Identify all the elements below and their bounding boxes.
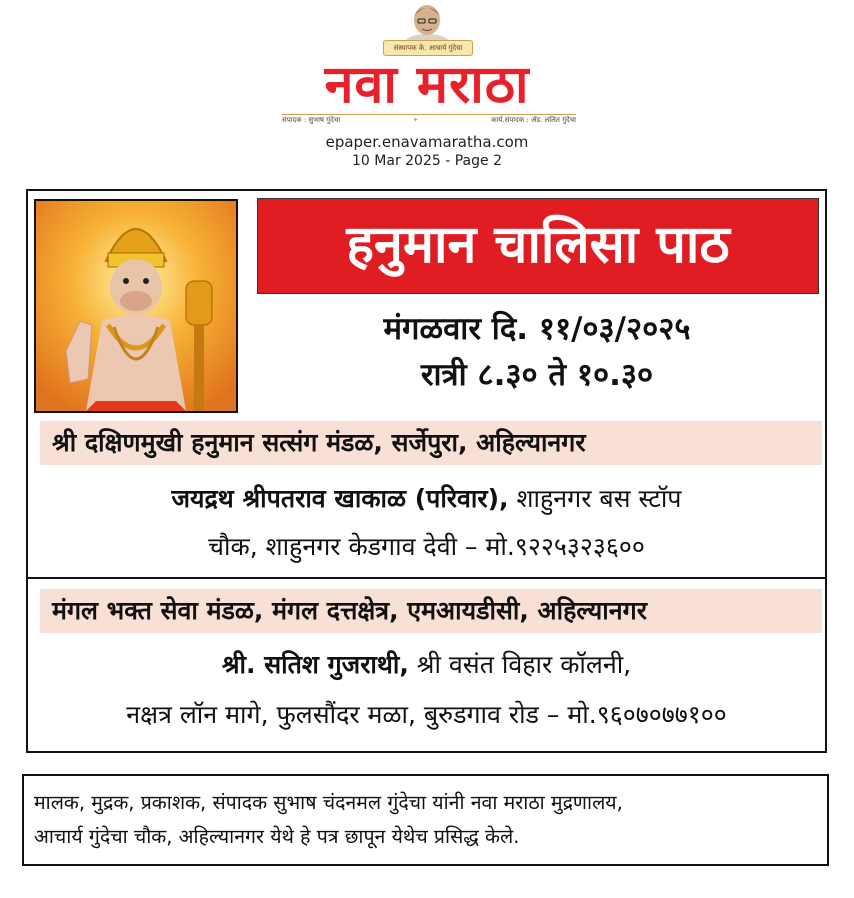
hanuman-image [34,199,238,413]
source-url[interactable]: epaper.enavamaratha.com [325,133,529,151]
masthead [0,0,854,180]
host-contact: नक्षत्र लॉन मागे, फुलसौंदर मळा, बुरुडगाव रोड – मो.९६०७०७७१०० [126,700,727,729]
logo-strip [282,114,576,125]
imprint-box [22,774,829,866]
advertisement-box [26,189,827,753]
organizer-band: मंगल भक्त सेवा मंडळ, मंगल दत्तक्षेत्र, एमआयडीसी, अहिल्यानगर [40,589,822,633]
exec-editor-credit: कार्य.संपादक : ॲड. ललित गुंदेचा [491,116,576,124]
event-date: मंगळवार दि. ११/०३/२०२५ [383,311,691,347]
logo-ribbon: संस्थापक के. आचार्य गुंदेचा [383,40,473,56]
hanuman-icon [36,201,236,411]
event-time: रात्री ८.३० ते १०.३० [420,357,654,393]
host-contact: चौक, शाहुनगर केडगाव देवी – मो.९२२५३२३६०० [208,532,645,561]
organizer-band: श्री दक्षिणमुखी हनुमान सत्संग मंडळ, सर्जेपुरा, अहिल्यानगर [40,421,822,465]
host-address: शाहुनगर बस स्टॉप [508,484,682,513]
imprint-line: आचार्य गुंदेचा चौक, अहिल्यानगर येथे हे पत्र छापून येथेच प्रसिद्ध केले. [34,825,520,848]
imprint-line: मालक, मुद्रक, प्रकाशक, संपादक सुभाष चंदनमल गुंदेचा यांनी नवा मराठा मुद्रणालय, [34,791,623,814]
host-address: श्री वसंत विहार कॉलनी, [408,650,632,679]
source-date: 10 Mar 2025 - Page 2 [352,153,502,169]
host-line [28,481,825,515]
host-name: श्री. सतिश गुजराथी, [221,650,409,679]
host-line [28,647,825,681]
emblem-icon: ✦ [412,116,419,124]
host-name: जयद्रथ श्रीपतराव खाकाळ (परिवार), [171,484,509,513]
headline: हनुमान चालिसा पाठ [257,198,819,294]
editor-credit: संपादक : सुभाष गुंदेचा [282,116,341,124]
section-divider [28,577,825,579]
newspaper-logo: नवा मराठा [324,55,530,115]
